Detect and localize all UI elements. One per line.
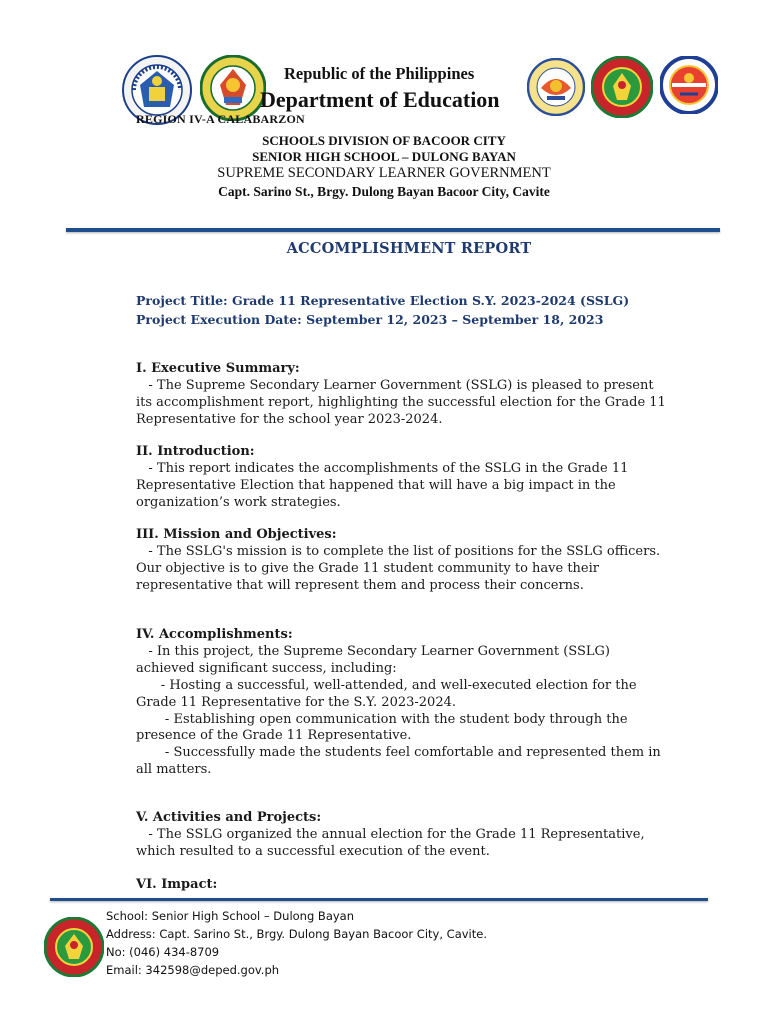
republic-heading: Republic of the Philippines	[284, 64, 475, 83]
section-activities-projects	[136, 810, 696, 861]
school-seal-icon	[591, 56, 653, 118]
section-heading: IV. Accomplishments:	[136, 627, 293, 642]
section-body	[136, 461, 696, 512]
section-body	[136, 644, 696, 779]
body-line: its accomplishment report, highlighting the successful election for the Grade 11	[136, 394, 666, 410]
footer-address: Address: Capt. Sarino St., Brgy. Dulong Bayan Bacoor City, Cavite.	[106, 927, 487, 941]
section-impact	[136, 877, 696, 894]
section-heading: VI. Impact:	[136, 877, 218, 892]
body-line: which resulted to a successful execution of the event.	[136, 843, 490, 859]
body-line: Representative Election that happened that will have a big impact in the	[136, 477, 616, 493]
body-line: - The SSLG's mission is to complete the list of positions for the SSLG officers.	[136, 543, 661, 559]
address-heading: Capt. Sarino St., Brgy. Dulong Bayan Bacoor City, Cavite	[218, 184, 550, 199]
report-title: ACCOMPLISHMENT REPORT	[286, 240, 532, 257]
school-footer-seal-icon	[44, 917, 104, 977]
body-line: - The Supreme Secondary Learner Government (SSLG) is pleased to present	[136, 377, 654, 393]
section-heading: III. Mission and Objectives:	[136, 527, 337, 542]
body-line: - Hosting a successful, well-attended, and well-executed election for the	[136, 677, 637, 693]
section-mission-objectives	[136, 527, 696, 595]
organization-heading: SUPREME SECONDARY LEARNER GOVERNMENT	[217, 165, 551, 181]
body-line: - This report indicates the accomplishments of the SSLG in the Grade 11	[136, 460, 629, 476]
footer-school: School: Senior High School – Dulong Bayan	[106, 909, 355, 923]
sslg-seal-icon	[527, 58, 585, 116]
department-heading: Department of Education	[260, 87, 500, 112]
section-heading: V. Activities and Projects:	[136, 810, 322, 825]
section-heading: II. Introduction:	[136, 444, 255, 459]
division-heading: SCHOOLS DIVISION OF BACOOR CITY	[262, 133, 506, 148]
body-line: representative that will represent them and process their concerns.	[136, 577, 584, 593]
region-heading: REGION IV-A CALABARZON	[136, 112, 305, 126]
section-body	[136, 378, 696, 429]
section-body	[136, 544, 696, 595]
section-accomplishments	[136, 627, 696, 779]
section-body	[136, 827, 696, 861]
section-executive-summary	[136, 361, 696, 429]
project-execution-date: Project Execution Date: September 12, 2023 – September 18, 2023	[136, 312, 604, 327]
footer-divider	[50, 898, 708, 901]
ssg-seal-icon	[660, 56, 718, 114]
body-line: presence of the Grade 11 Representative.	[136, 728, 412, 744]
section-introduction	[136, 444, 696, 512]
school-heading: SENIOR HIGH SCHOOL – DULONG BAYAN	[252, 149, 516, 164]
body-line: - Establishing open communication with the student body through the	[136, 711, 628, 727]
body-line: achieved significant success, including:	[136, 660, 397, 676]
project-title: Project Title: Grade 11 Representative Election S.Y. 2023-2024 (SSLG)	[136, 293, 630, 308]
body-line: all matters.	[136, 762, 212, 778]
header-divider	[66, 228, 720, 232]
body-line: organization’s work strategies.	[136, 494, 341, 510]
footer-phone: No: (046) 434-8709	[106, 945, 220, 959]
section-heading: I. Executive Summary:	[136, 361, 300, 376]
body-line: - Successfully made the students feel comfortable and represented them in	[136, 745, 661, 761]
body-line: Representative for the school year 2023-2024.	[136, 411, 443, 427]
body-line: - The SSLG organized the annual election for the Grade 11 Representative,	[136, 826, 645, 842]
body-line: Grade 11 Representative for the S.Y. 2023-2024.	[136, 694, 456, 710]
body-line: Our objective is to give the Grade 11 student community to have their	[136, 560, 599, 576]
body-line: - In this project, the Supreme Secondary Learner Government (SSLG)	[136, 643, 610, 659]
footer-email: Email: 342598@deped.gov.ph	[106, 963, 280, 977]
